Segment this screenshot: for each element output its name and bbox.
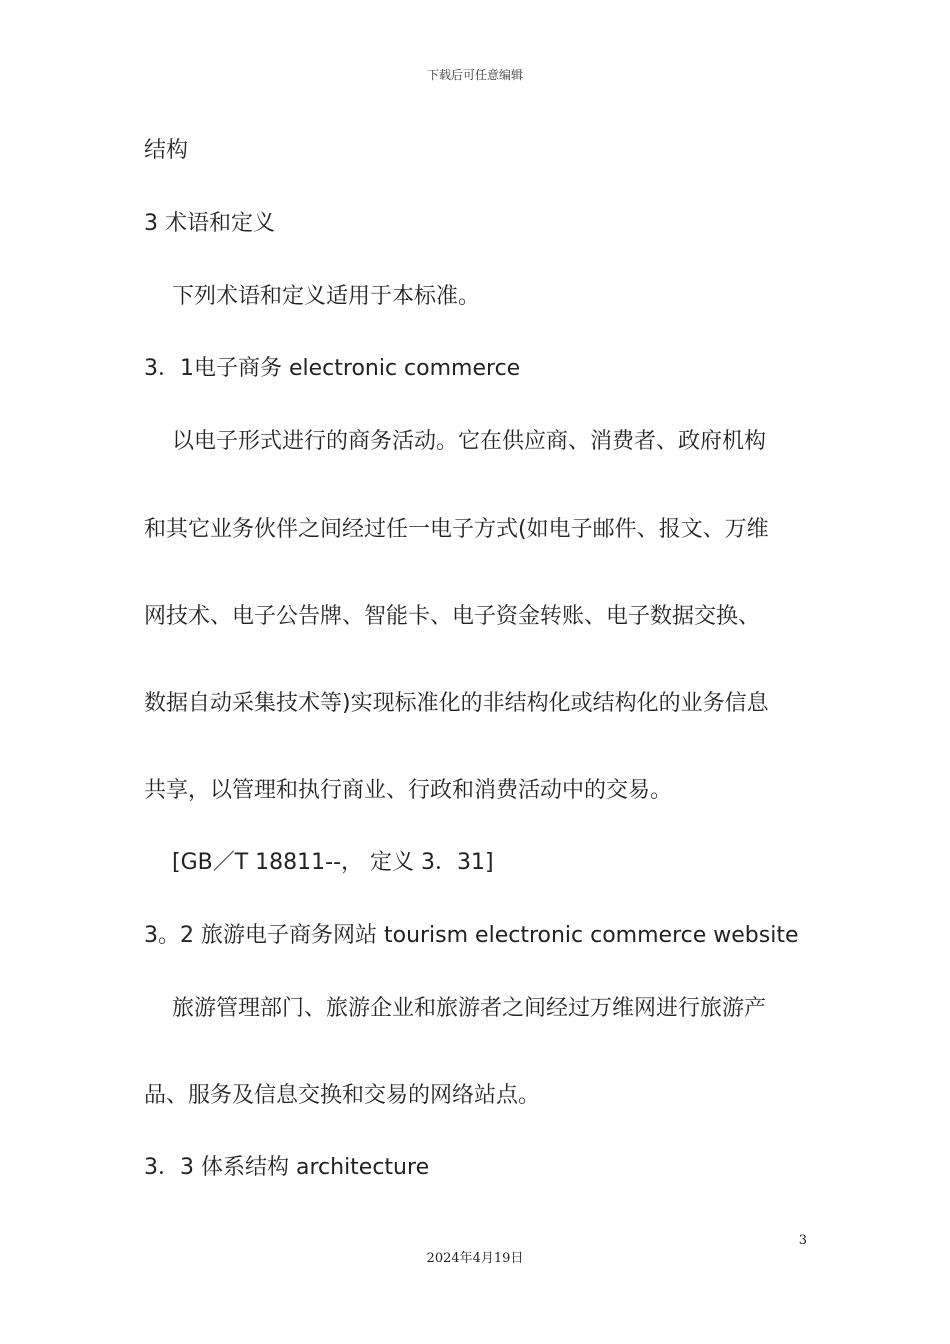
section-fragment: 结构	[144, 138, 189, 163]
definition-line: 网技术、电子公告牌、智能卡、电子资金转账、电子数据交换、	[144, 604, 761, 629]
page-header: 下载后可任意编辑	[426, 68, 523, 82]
definition-line: 共享，以管理和执行商业、行政和消费活动中的交易。	[144, 778, 673, 803]
term-heading-3-2: 3。2 旅游电子商务网站 tourism electronic commerce website	[144, 923, 799, 948]
page-number: 3	[798, 1233, 807, 1248]
term-heading-3-1: 3．1电子商务 electronic commerce	[144, 356, 521, 381]
page-footer-date: 2024年4月19日	[426, 1251, 524, 1266]
definition-line: 以电子形式进行的商务活动。它在供应商、消费者、政府机构	[172, 429, 767, 454]
definition-line: 数据自动采集技术等)实现标准化的非结构化或结构化的业务信息	[144, 691, 769, 716]
section-heading-3: 3 术语和定义	[144, 211, 275, 236]
definition-line: 旅游管理部门、旅游企业和旅游者之间经过万维网进行旅游产	[172, 996, 767, 1021]
term-heading-3-3: 3．3 体系结构 architecture	[144, 1155, 430, 1180]
definition-line: 和其它业务伙伴之间经过任一电子方式(如电子邮件、报文、万维	[144, 517, 769, 542]
definition-line: 品、服务及信息交换和交易的网络站点。	[144, 1083, 541, 1108]
reference-citation: [GB／T 18811--， 定义 3．31]	[172, 850, 494, 875]
intro-paragraph: 下列术语和定义适用于本标准。	[172, 284, 481, 309]
